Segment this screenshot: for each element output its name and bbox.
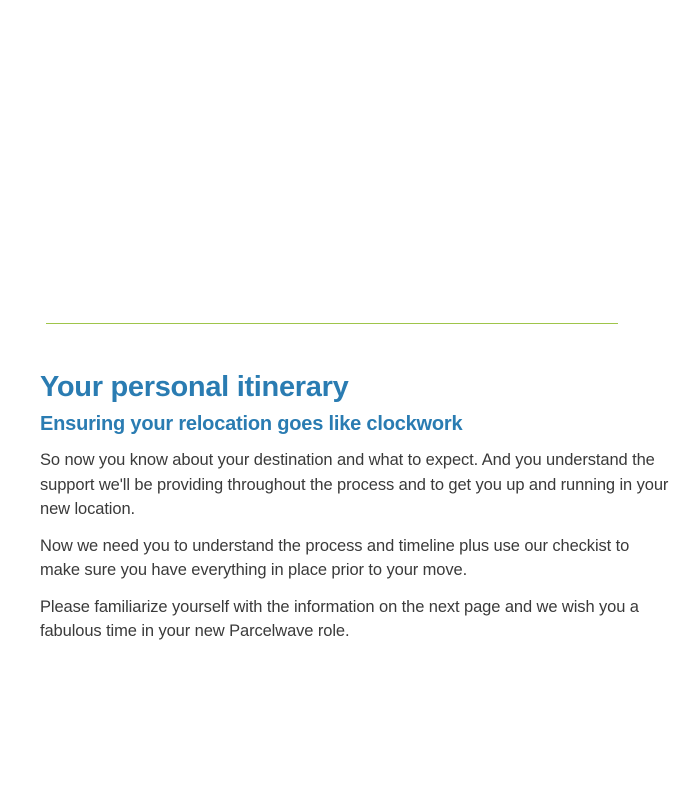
page-title: Your personal itinerary xyxy=(40,371,349,403)
page-subtitle: Ensuring your relocation goes like clockwork xyxy=(40,413,463,435)
intro-paragraph: So now you know about your destination and what to expect. And you understand the support we'll be providing throughout the process and to get you up and running in your new location. xyxy=(40,451,669,518)
itinerary-section xyxy=(40,368,670,644)
process-paragraph: Now we need you to understand the process and timeline plus use our checkist to make sure you have everything in place prior to your move. xyxy=(40,536,630,579)
section-divider xyxy=(46,323,618,324)
closing-paragraph: Please familiarize yourself with the information on the next page and we wish you a fabulous time in your new Parcelwave role. xyxy=(40,597,639,640)
